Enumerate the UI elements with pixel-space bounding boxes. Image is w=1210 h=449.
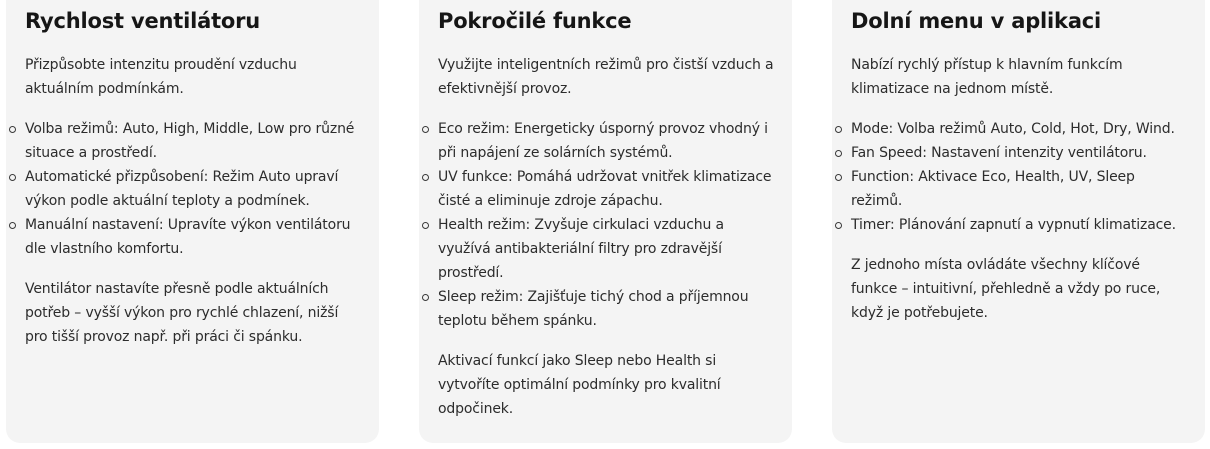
card-outro: Aktivací funkcí jako Sleep nebo Health si vytvoříte optimální podmínky pro kvalitní odpočinek.: [438, 353, 721, 417]
list-item: [851, 117, 1187, 141]
list-item-text: Health režim: Zvyšuje cirkulaci vzduchu a využívá antibakteriální filtry pro zdravější prostředí.: [438, 217, 724, 281]
list-item: [25, 165, 361, 213]
card-outro: Z jednoho místa ovládáte všechny klíčové funkce – intuitivní, přehledně a vždy po ruce, když je potřebujete.: [851, 257, 1161, 321]
list-item-text: Volba režimů: Auto, High, Middle, Low pro různé situace a prostředí.: [25, 121, 355, 161]
list-item: [25, 213, 361, 261]
bullet-icon: [9, 174, 16, 181]
list-item: [438, 285, 774, 333]
bullet-icon: [835, 174, 842, 181]
card-intro: Nabízí rychlý přístup k hlavním funkcím klimatizace na jednom místě.: [851, 57, 1123, 97]
list-item: [438, 117, 774, 165]
card-bottom-menu: [832, 0, 1205, 443]
card-title: Pokročilé funkce: [438, 9, 632, 33]
list-item-text: UV funkce: Pomáhá udržovat vnitřek klimatizace čisté a eliminuje zdroje zápachu.: [438, 169, 772, 209]
card-intro: Přizpůsobte intenzitu proudění vzduchu aktuálním podmínkám.: [25, 57, 297, 97]
list-item: [851, 213, 1187, 237]
feature-list: [25, 117, 361, 261]
bullet-icon: [422, 222, 429, 229]
bullet-icon: [835, 126, 842, 133]
bullet-icon: [835, 222, 842, 229]
list-item-text: Eco režim: Energeticky úsporný provoz vhodný i při napájení ze solárních systémů.: [438, 121, 768, 161]
card-outro: Ventilátor nastavíte přesně podle aktuálních potřeb – vyšší výkon pro rychlé chlazení, nižší pro tišší provoz např. při práci či spánku.: [25, 281, 339, 345]
feature-list: [438, 117, 774, 333]
list-item: [438, 213, 774, 285]
list-item: [851, 141, 1187, 165]
list-item-text: Automatické přizpůsobení: Režim Auto upraví výkon podle aktuální teploty a podmínek.: [25, 169, 339, 209]
card-advanced-functions: [419, 0, 792, 443]
bullet-icon: [422, 294, 429, 301]
bullet-icon: [422, 174, 429, 181]
card-title: Rychlost ventilátoru: [25, 9, 261, 33]
list-item-text: Fan Speed: Nastavení intenzity ventilátoru.: [851, 145, 1147, 161]
bullet-icon: [422, 126, 429, 133]
list-item: [851, 165, 1187, 213]
list-item-text: Sleep režim: Zajišťuje tichý chod a příjemnou teplotu během spánku.: [438, 289, 749, 329]
list-item-text: Function: Aktivace Eco, Health, UV, Sleep režimů.: [851, 169, 1135, 209]
bullet-icon: [835, 150, 842, 157]
list-item-text: Mode: Volba režimů Auto, Cold, Hot, Dry, Wind.: [851, 121, 1175, 137]
feature-list: [851, 117, 1187, 237]
card-fan-speed: [6, 0, 379, 443]
list-item-text: Manuální nastavení: Upravíte výkon ventilátoru dle vlastního komfortu.: [25, 217, 351, 257]
list-item: [25, 117, 361, 165]
list-item-text: Timer: Plánování zapnutí a vypnutí klimatizace.: [851, 217, 1176, 233]
card-title: Dolní menu v aplikaci: [851, 9, 1102, 33]
card-intro: Využijte inteligentních režimů pro čistší vzduch a efektivnější provoz.: [438, 57, 774, 97]
list-item: [438, 165, 774, 213]
bullet-icon: [9, 126, 16, 133]
bullet-icon: [9, 222, 16, 229]
